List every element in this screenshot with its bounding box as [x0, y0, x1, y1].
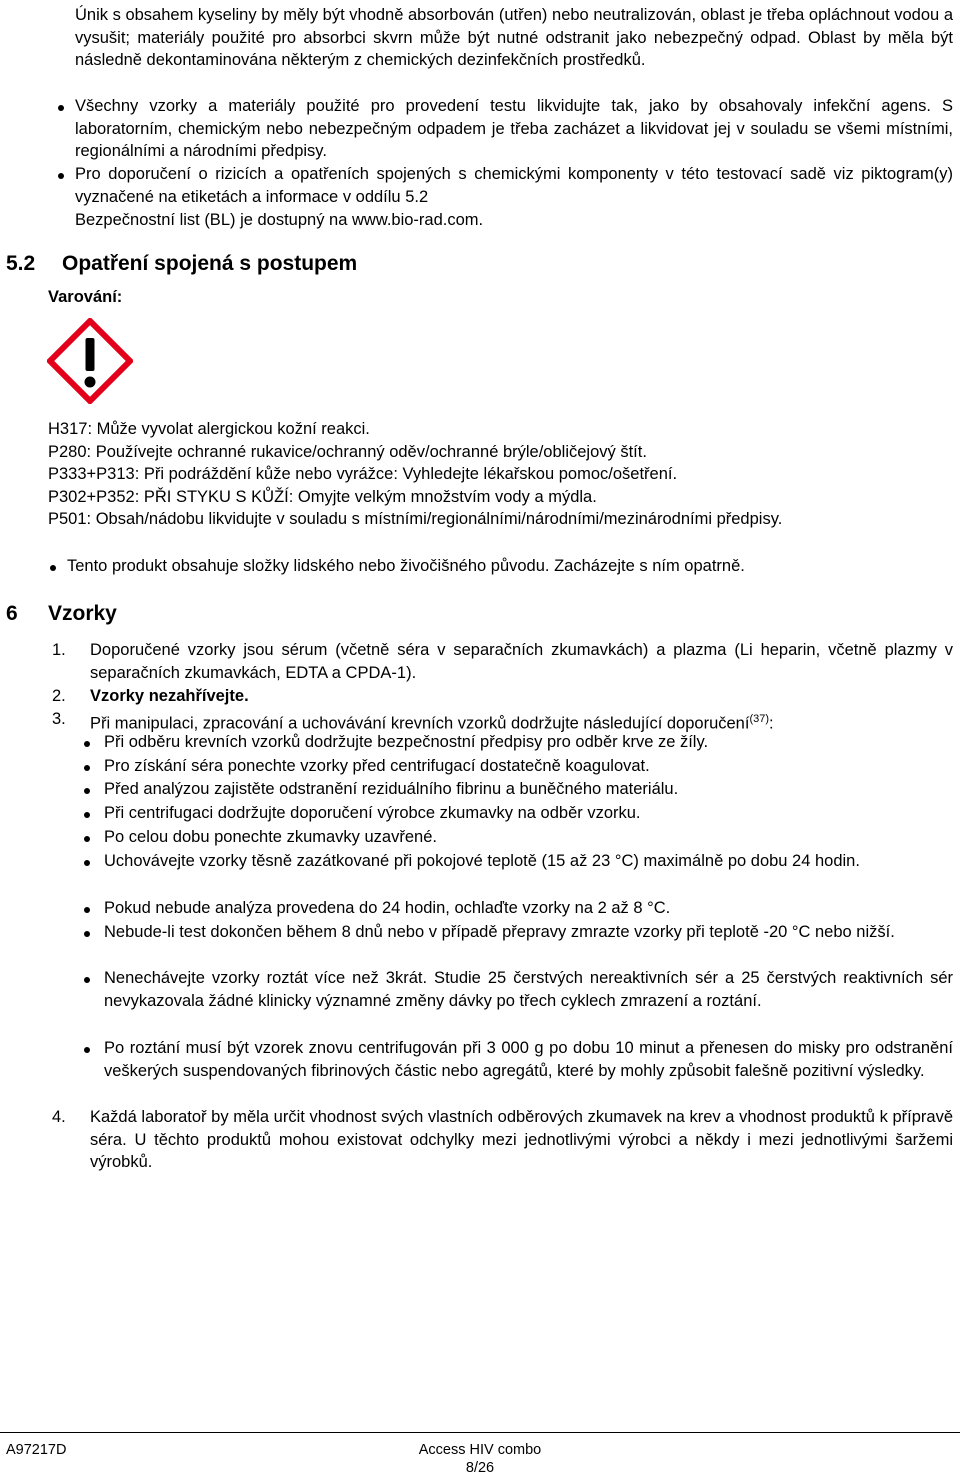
samples-item-3-text: Při manipulaci, zpracování a uchovávání krevních vzorků dodržujte následující doporučení — [90, 714, 750, 733]
warning-label: Varování: — [48, 288, 123, 306]
bullet-icon — [50, 565, 56, 571]
bullet-icon — [84, 931, 90, 937]
bullet-icon — [84, 977, 90, 983]
section-6-title: Vzorky — [48, 602, 117, 625]
sds-link-line: Bezpečnostní list (BL) je dostupný na www.bio-rad.com. — [75, 211, 484, 229]
list-number: 1. — [52, 641, 66, 659]
bullet-disposal: Všechny vzorky a materiály použité pro provedení testu likvidujte tak, jako by obsahovaly infekční agens. S laboratorním, chemickým nebo nebezpečným odpadem je třeba zacházet a likvidovat jej v souladu se všemi místními, regionálními a národními předpisy. — [75, 97, 953, 160]
bullet-icon — [84, 788, 90, 794]
bullet-icon — [84, 812, 90, 818]
bullet-icon — [84, 836, 90, 842]
footer-product-name: Access HIV combo — [418, 1442, 542, 1458]
human-origin-note: Tento produkt obsahuje složky lidského nebo živočišného původu. Zacházejte s ním opatrně. — [67, 557, 745, 575]
recommendation-item: Nenechávejte vzorky roztát více než 3krát. Studie 25 čerstvých nereaktivních sér a 25 čerstvých reaktivních sér nevykazovala žádné klinicky významné změny dávky po třech cyklech zmrazení a roztání. — [104, 969, 953, 1010]
recommendation-item: Pro získání séra ponechte vzorky před centrifugací dostatečně koagulovat. — [104, 757, 650, 775]
recommendation-item: Při centrifugaci dodržujte doporučení výrobce zkumavky na odběr vzorku. — [104, 804, 641, 822]
recommendation-item: Při odběru krevních vzorků dodržujte bezpečnostní předpisy pro odběr krve ze žíly. — [104, 733, 709, 751]
bullet-recommendations: Pro doporučení o rizicích a opatřeních spojených s chemickými komponenty v této testovací sadě viz piktogram(y) vyznačené na etiketách a informace v oddílu 5.2 — [75, 165, 953, 206]
exclamation-mark-hazard-icon — [47, 318, 133, 404]
samples-item-3-tail: : — [769, 714, 774, 733]
hazard-p280: P280: Používejte ochranné rukavice/ochranný oděv/ochranné brýle/obličejový štít. — [48, 443, 647, 461]
intro-paragraph: Únik s obsahem kyseliny by měly být vhodně absorbován (utřen) nebo neutralizován, oblast je třeba opláchnout vodou a vysušit; materiály použité pro absorbci skvrn může být nutné odstranit jako nebezpečný odpad. Oblast by měla být následně dekontaminována některým z chemických dezinfekčních prostředků. — [75, 6, 953, 69]
bullet-icon — [84, 907, 90, 913]
hazard-p333-p313: P333+P313: Při podráždění kůže nebo vyrážce: Vyhledejte lékařskou pomoc/ošetření. — [48, 465, 678, 483]
recommendation-item: Nebude-li test dokončen během 8 dnů nebo v případě přepravy zmrazte vzorky při teplotě -20 °C nebo nižší. — [104, 923, 895, 941]
recommendation-item: Pokud nebude analýza provedena do 24 hodin, ochlaďte vzorky na 2 až 8 °C. — [104, 899, 671, 917]
recommendation-item: Po roztání musí být vzorek znovu centrifugován při 3 000 g po dobu 10 minut a přenesen do misky pro odstranění veškerých suspendovaných fibrinových částic nebo agregátů, které by mohly způsobit falešně pozitivní výsledky. — [104, 1039, 953, 1080]
list-number: 2. — [52, 687, 66, 705]
hazard-h317: H317: Může vyvolat alergickou kožní reakci. — [48, 420, 370, 438]
page-number: 8/26 — [465, 1460, 495, 1476]
samples-item-4: Každá laboratoř by měla určit vhodnost svých vlastních odběrových zkumavek na krev a vhodnost produktů k přípravě séra. U těchto produktů mohou existovat odchylky mezi jednotlivými výrobci a někdy i mezi jednotlivými šaržemi výrobků. — [90, 1108, 953, 1171]
hazard-p302-p352: P302+P352: PŘI STYKU S KŮŽÍ: Omyjte velkým množstvím vody a mýdla. — [48, 488, 597, 506]
section-5-2-title: Opatření spojená s postupem — [62, 252, 358, 275]
bullet-icon — [84, 860, 90, 866]
section-5-2-number: 5.2 — [6, 252, 36, 275]
samples-item-2: Vzorky nezahřívejte. — [90, 687, 249, 705]
footer-doc-code: A97217D — [6, 1442, 67, 1458]
list-number: 3. — [52, 710, 66, 728]
recommendation-item: Po celou dobu ponechte zkumavky uzavřené. — [104, 828, 437, 846]
bullet-icon — [84, 765, 90, 771]
bullet-icon — [58, 105, 64, 111]
list-number: 4. — [52, 1108, 66, 1126]
footer-divider — [0, 1432, 960, 1433]
bullet-icon — [84, 1047, 90, 1053]
samples-item-1: Doporučené vzorky jsou sérum (včetně séra v separačních zkumavkách) a plazma (Li heparin, včetně plazmy v separačních zkumavkách, EDTA a CPDA-1). — [90, 641, 953, 682]
hazard-p501: P501: Obsah/nádobu likvidujte v souladu s místními/regionálními/národními/mezinárodními předpisy. — [48, 510, 783, 528]
recommendation-item: Uchovávejte vzorky těsně zazátkované při pokojové teplotě (15 až 23 °C) maximálně po dobu 24 hodin. — [104, 852, 860, 870]
bullet-icon — [84, 741, 90, 747]
recommendation-item: Před analýzou zajistěte odstranění reziduálního fibrinu a buněčného materiálu. — [104, 780, 679, 798]
bullet-icon — [58, 173, 64, 179]
section-6-number: 6 — [6, 602, 18, 625]
citation-ref: (37) — [749, 713, 770, 725]
